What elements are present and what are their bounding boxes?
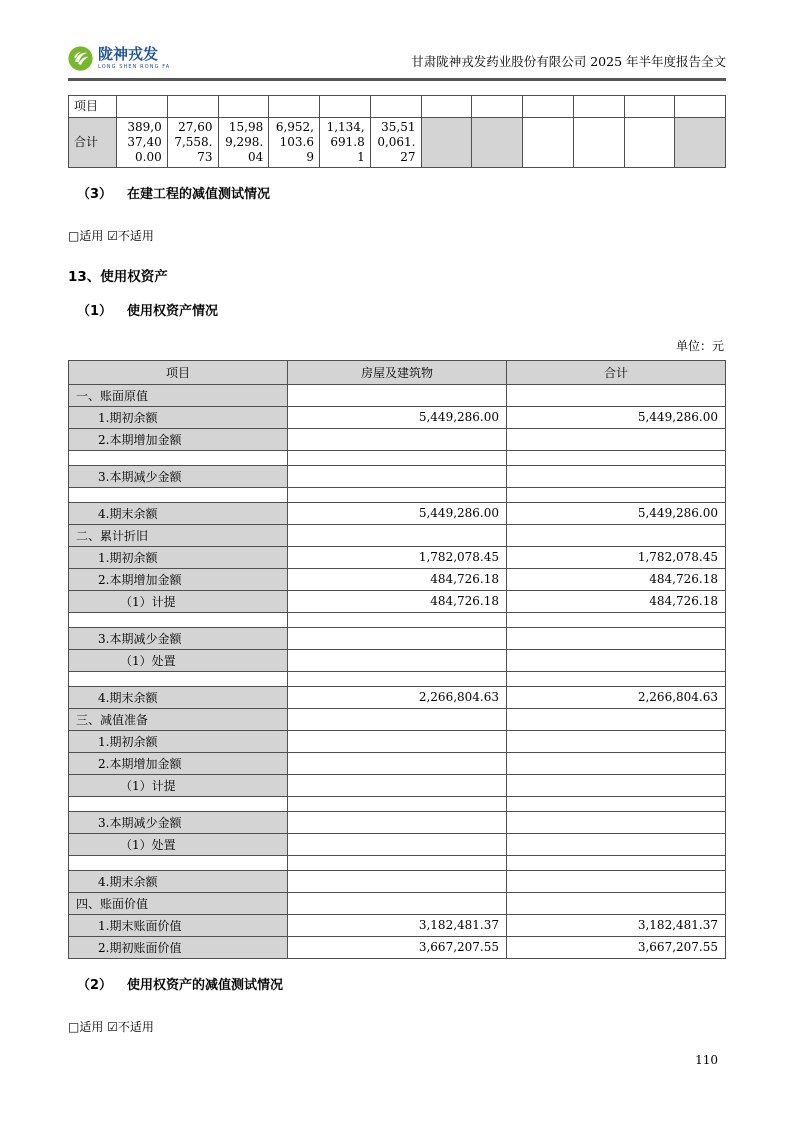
- value-cell: [288, 811, 507, 833]
- value-cell: [507, 384, 726, 406]
- value-cell: [288, 796, 507, 811]
- table-row: [69, 730, 726, 752]
- section-13-1-number: （1）: [77, 303, 113, 319]
- section-13-heading: 13、使用权资产: [68, 268, 168, 285]
- value-cell: [288, 450, 507, 465]
- section-13-1-heading: [68, 300, 726, 319]
- row-label-cell: 四、账面价值: [69, 892, 288, 914]
- value-cell: [288, 833, 507, 855]
- row-label-cell: 4.期末余额: [69, 870, 288, 892]
- value-cell: 1,782,078.45: [507, 546, 726, 568]
- value-cell: [288, 855, 507, 870]
- value-cell: 2,266,804.63: [507, 686, 726, 708]
- value-cell: 27,607,558.73: [167, 117, 218, 167]
- table-row: [69, 870, 726, 892]
- value-cell: [507, 774, 726, 796]
- right-of-use-assets-table: [68, 360, 726, 959]
- value-cell: 484,726.18: [507, 590, 726, 612]
- value-cell: [288, 465, 507, 487]
- value-cell: 484,726.18: [288, 590, 507, 612]
- row-label-cell: 项目: [69, 95, 117, 117]
- table-row: [69, 774, 726, 796]
- page-content: [68, 0, 726, 1067]
- row-label-cell: [69, 450, 288, 465]
- row-label-cell: 2.本期增加金额: [69, 428, 288, 450]
- table-row: [69, 855, 726, 870]
- value-cell: 6,952,103.69: [269, 117, 320, 167]
- row-label-cell: 一、账面原值: [69, 384, 288, 406]
- section-13-2-number: （2）: [77, 977, 113, 993]
- value-cell: 15,989,298.04: [218, 117, 269, 167]
- row-label-cell: （1）处置: [69, 649, 288, 671]
- row-label-cell: [69, 855, 288, 870]
- table-cell: [218, 95, 269, 117]
- value-cell: [288, 524, 507, 546]
- table-cell: [269, 95, 320, 117]
- value-cell: [507, 649, 726, 671]
- row-label-cell: （1）处置: [69, 833, 288, 855]
- value-cell: 1,782,078.45: [288, 546, 507, 568]
- value-cell: [507, 833, 726, 855]
- table-row: [69, 568, 726, 590]
- column-header: 项目: [69, 360, 288, 384]
- table-row: [69, 686, 726, 708]
- value-cell: [288, 730, 507, 752]
- table-header-row: [69, 360, 726, 384]
- value-cell: [507, 892, 726, 914]
- section-3-heading: [68, 183, 726, 202]
- value-cell: [507, 796, 726, 811]
- row-label-cell: 2.本期增加金额: [69, 568, 288, 590]
- row-label-cell: 1.期初余额: [69, 406, 288, 428]
- value-cell: [507, 671, 726, 686]
- value-cell: 1,134,691.81: [320, 117, 371, 167]
- value-cell: [507, 708, 726, 730]
- applicability-line-1: □适用 ☑不适用: [68, 228, 154, 243]
- value-cell: [288, 774, 507, 796]
- value-cell: 3,182,481.37: [507, 914, 726, 936]
- row-label-cell: 2.期初账面价值: [69, 936, 288, 958]
- table-row: [69, 671, 726, 686]
- value-cell: 5,449,286.00: [507, 406, 726, 428]
- table-cell: [675, 95, 726, 117]
- table-row: [69, 450, 726, 465]
- row-label-cell: 4.期末余额: [69, 686, 288, 708]
- section-13-2-heading: [68, 974, 726, 993]
- value-cell: 3,667,207.55: [507, 936, 726, 958]
- table-row: [69, 117, 726, 167]
- table-cell: [421, 95, 472, 117]
- table-cell: [624, 117, 675, 167]
- table-cell: [472, 95, 523, 117]
- table-row: [69, 892, 726, 914]
- report-title: 甘肃陇神戎发药业股份有限公司 2025 年半年度报告全文: [411, 53, 726, 69]
- table-row: [69, 590, 726, 612]
- section-13-2-title: 使用权资产的减值测试情况: [127, 977, 284, 993]
- table-cell: [624, 95, 675, 117]
- row-label-cell: [69, 796, 288, 811]
- value-cell: 3,182,481.37: [288, 914, 507, 936]
- value-cell: [288, 384, 507, 406]
- value-cell: [507, 487, 726, 502]
- table-row: [69, 612, 726, 627]
- value-cell: [288, 708, 507, 730]
- table-cell: [573, 95, 624, 117]
- value-cell: [507, 870, 726, 892]
- table-row: [69, 811, 726, 833]
- table-row: [69, 502, 726, 524]
- table-row: [69, 406, 726, 428]
- value-cell: [507, 524, 726, 546]
- row-label-cell: 二、累计折旧: [69, 524, 288, 546]
- value-cell: [507, 730, 726, 752]
- row-label-cell: 合计: [69, 117, 117, 167]
- value-cell: 484,726.18: [288, 568, 507, 590]
- table-row: [69, 708, 726, 730]
- column-header: 房屋及建筑物: [288, 360, 507, 384]
- table-cell: [167, 95, 218, 117]
- page-header: [68, 0, 726, 71]
- row-label-cell: [69, 487, 288, 502]
- value-cell: [507, 855, 726, 870]
- value-cell: 5,449,286.00: [288, 502, 507, 524]
- logo-brand-cn: 陇神戎发: [98, 44, 159, 63]
- carryover-total-table: [68, 95, 726, 168]
- table-row: [69, 914, 726, 936]
- value-cell: 484,726.18: [507, 568, 726, 590]
- table-row: [69, 487, 726, 502]
- value-cell: 2,266,804.63: [288, 686, 507, 708]
- value-cell: [288, 428, 507, 450]
- value-cell: [288, 487, 507, 502]
- row-label-cell: 4.期末余额: [69, 502, 288, 524]
- table-cell: [320, 95, 371, 117]
- unit-label: 单位：元: [675, 338, 724, 353]
- value-cell: [288, 612, 507, 627]
- section-3-title: 在建工程的减值测试情况: [127, 186, 271, 202]
- table-cell: [675, 117, 726, 167]
- row-label-cell: 3.本期减少金额: [69, 465, 288, 487]
- value-cell: [288, 671, 507, 686]
- row-label-cell: 3.本期减少金额: [69, 627, 288, 649]
- row-label-cell: （1）计提: [69, 774, 288, 796]
- section-3-number: （3）: [77, 186, 113, 202]
- table-row: [69, 95, 726, 117]
- value-cell: 5,449,286.00: [507, 502, 726, 524]
- table-cell: [117, 95, 168, 117]
- logo-text: [98, 44, 171, 71]
- value-cell: [507, 752, 726, 774]
- table-row: [69, 796, 726, 811]
- page-number: 110: [695, 1052, 718, 1067]
- logo-mark-icon: [68, 46, 93, 71]
- table-row: [69, 465, 726, 487]
- applicability-line-2: □适用 ☑不适用: [68, 1019, 154, 1034]
- logo-brand-en: LONG SHEN RONG FA: [98, 64, 171, 71]
- table-row: [69, 649, 726, 671]
- table-row: [69, 752, 726, 774]
- row-label-cell: [69, 671, 288, 686]
- table-row: [69, 627, 726, 649]
- value-cell: 3,667,207.55: [288, 936, 507, 958]
- value-cell: [507, 450, 726, 465]
- table-row: [69, 546, 726, 568]
- value-cell: [288, 870, 507, 892]
- row-label-cell: 1.期初余额: [69, 730, 288, 752]
- table-row: [69, 524, 726, 546]
- value-cell: [507, 811, 726, 833]
- company-logo: [68, 46, 170, 71]
- row-label-cell: [69, 612, 288, 627]
- value-cell: [507, 627, 726, 649]
- row-label-cell: 2.本期增加金额: [69, 752, 288, 774]
- row-label-cell: 1.期末账面价值: [69, 914, 288, 936]
- section-13-1-title: 使用权资产情况: [127, 303, 219, 319]
- value-cell: 5,449,286.00: [288, 406, 507, 428]
- row-label-cell: 3.本期减少金额: [69, 811, 288, 833]
- row-label-cell: （1）计提: [69, 590, 288, 612]
- table-cell: [523, 95, 574, 117]
- value-cell: [288, 627, 507, 649]
- table-cell: [573, 117, 624, 167]
- value-cell: [507, 612, 726, 627]
- row-label-cell: 1.期初余额: [69, 546, 288, 568]
- table-cell: [472, 117, 523, 167]
- value-cell: [507, 428, 726, 450]
- header-rule: [68, 78, 726, 81]
- column-header: 合计: [507, 360, 726, 384]
- value-cell: [288, 649, 507, 671]
- table-cell: [370, 95, 421, 117]
- table-row: [69, 936, 726, 958]
- row-label-cell: 三、减值准备: [69, 708, 288, 730]
- value-cell: 35,510,061.27: [370, 117, 421, 167]
- value-cell: [288, 892, 507, 914]
- value-cell: [288, 752, 507, 774]
- table-cell: [523, 117, 574, 167]
- table-cell: [421, 117, 472, 167]
- value-cell: 389,037,400.00: [117, 117, 168, 167]
- value-cell: [507, 465, 726, 487]
- table-row: [69, 428, 726, 450]
- table-row: [69, 833, 726, 855]
- table-row: [69, 384, 726, 406]
